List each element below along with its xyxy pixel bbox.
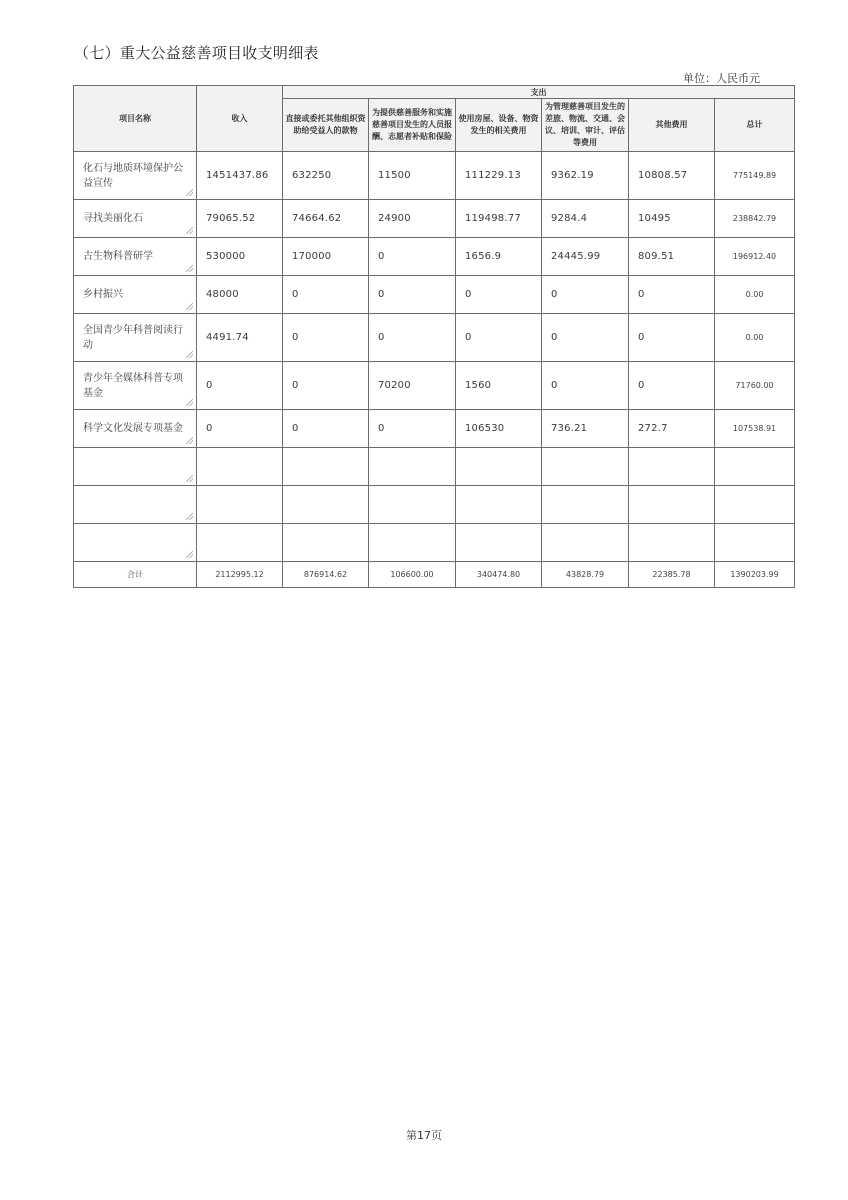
cell-facility-costs <box>456 410 542 448</box>
cell-facility-costs <box>456 448 542 486</box>
resize-grip-icon[interactable] <box>186 399 193 406</box>
cell-management-costs <box>542 524 629 562</box>
cell-income <box>197 314 283 362</box>
header-expenditure-group: 支出 <box>283 86 795 99</box>
cell-other-costs <box>629 238 715 276</box>
totals-personnel-costs: 106600.00 <box>369 562 456 588</box>
cell-personnel-costs-text: 0 <box>378 332 385 343</box>
cell-facility-costs <box>456 314 542 362</box>
cell-income <box>197 152 283 200</box>
resize-grip-icon[interactable] <box>186 551 193 558</box>
table-row <box>74 152 795 200</box>
cell-management-costs <box>542 152 629 200</box>
cell-management-costs <box>542 238 629 276</box>
cell-direct-grants <box>283 276 369 314</box>
cell-other-costs-text: 0 <box>638 332 645 343</box>
cell-income <box>197 524 283 562</box>
cell-other-costs-text: 0 <box>638 289 645 300</box>
header-direct-grants: 直接或委托其他组织资助给受益人的款物 <box>283 99 369 152</box>
cell-other-costs <box>629 276 715 314</box>
table-row <box>74 200 795 238</box>
resize-grip-icon[interactable] <box>186 351 193 358</box>
cell-other-costs-text: 272.7 <box>638 423 668 434</box>
resize-grip-icon[interactable] <box>186 189 193 196</box>
cell-personnel-costs <box>369 486 456 524</box>
cell-personnel-costs <box>369 152 456 200</box>
cell-personnel-costs <box>369 524 456 562</box>
totals-other-costs: 22385.78 <box>629 562 715 588</box>
resize-grip-icon[interactable] <box>186 437 193 444</box>
cell-facility-costs-text: 106530 <box>465 423 505 434</box>
header-income: 收入 <box>197 86 283 152</box>
cell-management-costs <box>542 362 629 410</box>
charity-project-table-container <box>73 85 794 588</box>
cell-management-costs <box>542 448 629 486</box>
cell-project-name-text: 化石与地质环境保护公益宣传 <box>83 162 183 189</box>
totals-facility-costs: 340474.80 <box>456 562 542 588</box>
cell-row-total-text: 71760.00 <box>735 381 774 390</box>
cell-project-name[interactable] <box>74 276 197 314</box>
cell-income <box>197 362 283 410</box>
cell-income-text: 1451437.86 <box>206 170 269 181</box>
resize-grip-icon[interactable] <box>186 265 193 272</box>
table-body <box>74 152 795 562</box>
header-other-costs: 其他费用 <box>629 99 715 152</box>
cell-facility-costs <box>456 276 542 314</box>
table-row <box>74 238 795 276</box>
totals-direct-grants: 876914.62 <box>283 562 369 588</box>
cell-project-name[interactable] <box>74 152 197 200</box>
cell-facility-costs-text: 111229.13 <box>465 170 521 181</box>
totals-label: 合计 <box>74 562 197 588</box>
cell-personnel-costs-text: 0 <box>378 289 385 300</box>
cell-other-costs <box>629 448 715 486</box>
table-footer <box>74 562 795 588</box>
cell-other-costs-text: 0 <box>638 380 645 391</box>
table-header <box>74 86 795 152</box>
cell-direct-grants <box>283 152 369 200</box>
table-row <box>74 448 795 486</box>
cell-personnel-costs <box>369 200 456 238</box>
table-row <box>74 362 795 410</box>
cell-row-total <box>715 152 795 200</box>
resize-grip-icon[interactable] <box>186 475 193 482</box>
page-number: 第17页 <box>406 1129 442 1142</box>
cell-project-name[interactable] <box>74 200 197 238</box>
cell-row-total-text: 238842.79 <box>732 214 777 223</box>
cell-row-total-text: 0.00 <box>745 333 764 342</box>
header-management-costs: 为管理慈善项目发生的差旅、物流、交通、会议、培训、审计、评估等费用 <box>542 99 629 152</box>
cell-direct-grants-text: 632250 <box>292 170 332 181</box>
cell-facility-costs-text: 1656.9 <box>465 251 502 262</box>
cell-project-name[interactable] <box>74 448 197 486</box>
table-row <box>74 314 795 362</box>
cell-management-costs-text: 9362.19 <box>551 170 594 181</box>
cell-income <box>197 448 283 486</box>
cell-direct-grants <box>283 524 369 562</box>
cell-direct-grants <box>283 314 369 362</box>
cell-facility-costs <box>456 238 542 276</box>
cell-management-costs <box>542 486 629 524</box>
cell-project-name-text: 青少年全媒体科普专项基金 <box>83 372 183 399</box>
table-row <box>74 486 795 524</box>
cell-personnel-costs <box>369 362 456 410</box>
cell-project-name[interactable] <box>74 410 197 448</box>
cell-row-total-text: 196912.40 <box>732 252 777 261</box>
cell-income-text: 48000 <box>206 289 239 300</box>
table-row <box>74 524 795 562</box>
cell-facility-costs <box>456 152 542 200</box>
cell-management-costs-text: 24445.99 <box>551 251 601 262</box>
cell-direct-grants-text: 0 <box>292 332 299 343</box>
cell-row-total <box>715 524 795 562</box>
cell-personnel-costs <box>369 314 456 362</box>
header-project-name: 项目名称 <box>74 86 197 152</box>
cell-row-total <box>715 314 795 362</box>
cell-management-costs-text: 736.21 <box>551 423 588 434</box>
cell-direct-grants <box>283 448 369 486</box>
totals-management-costs: 43828.79 <box>542 562 629 588</box>
cell-income-text: 0 <box>206 380 213 391</box>
cell-facility-costs <box>456 200 542 238</box>
cell-facility-costs <box>456 486 542 524</box>
cell-management-costs <box>542 314 629 362</box>
table-row <box>74 276 795 314</box>
cell-management-costs <box>542 410 629 448</box>
cell-other-costs <box>629 314 715 362</box>
charity-project-detail-table <box>73 85 795 588</box>
cell-facility-costs <box>456 362 542 410</box>
currency-unit-label: 单位：人民币元 <box>683 72 760 85</box>
cell-row-total <box>715 200 795 238</box>
cell-personnel-costs-text: 0 <box>378 251 385 262</box>
cell-facility-costs-text: 1560 <box>465 380 492 391</box>
resize-grip-icon[interactable] <box>186 303 193 310</box>
cell-row-total-text: 775149.89 <box>732 171 777 180</box>
cell-other-costs <box>629 362 715 410</box>
cell-direct-grants <box>283 200 369 238</box>
cell-project-name[interactable] <box>74 524 197 562</box>
cell-direct-grants <box>283 486 369 524</box>
cell-direct-grants <box>283 410 369 448</box>
totals-row <box>74 562 795 588</box>
cell-personnel-costs-text: 11500 <box>378 170 411 181</box>
cell-other-costs <box>629 200 715 238</box>
cell-personnel-costs-text: 24900 <box>378 213 411 224</box>
cell-income-text: 79065.52 <box>206 213 256 224</box>
cell-income <box>197 200 283 238</box>
cell-income-text: 4491.74 <box>206 332 249 343</box>
cell-direct-grants-text: 170000 <box>292 251 332 262</box>
cell-direct-grants-text: 74664.62 <box>292 213 342 224</box>
cell-other-costs <box>629 524 715 562</box>
cell-project-name-text: 寻找美丽化石 <box>83 213 143 224</box>
header-personnel-costs: 为提供慈善服务和实施慈善项目发生的人员报酬、志愿者补贴和保险 <box>369 99 456 152</box>
cell-other-costs-text: 10808.57 <box>638 170 688 181</box>
cell-direct-grants-text: 0 <box>292 289 299 300</box>
resize-grip-icon[interactable] <box>186 227 193 234</box>
cell-project-name-text: 古生物科普研学 <box>83 251 153 262</box>
header-total: 总计 <box>715 99 795 152</box>
cell-project-name[interactable] <box>74 314 197 362</box>
cell-personnel-costs <box>369 238 456 276</box>
cell-income <box>197 486 283 524</box>
cell-income <box>197 238 283 276</box>
cell-personnel-costs-text: 70200 <box>378 380 411 391</box>
cell-personnel-costs-text: 0 <box>378 423 385 434</box>
cell-management-costs-text: 0 <box>551 380 558 391</box>
cell-direct-grants-text: 0 <box>292 380 299 391</box>
cell-management-costs <box>542 276 629 314</box>
header-group-row <box>74 86 795 99</box>
cell-project-name-text: 全国青少年科普阅读行动 <box>83 324 183 351</box>
cell-row-total <box>715 448 795 486</box>
cell-other-costs <box>629 486 715 524</box>
cell-facility-costs <box>456 524 542 562</box>
cell-other-costs-text: 10495 <box>638 213 671 224</box>
cell-personnel-costs <box>369 410 456 448</box>
cell-direct-grants <box>283 238 369 276</box>
cell-other-costs <box>629 410 715 448</box>
cell-project-name[interactable] <box>74 362 197 410</box>
cell-facility-costs-text: 0 <box>465 289 472 300</box>
totals-income: 2112995.12 <box>197 562 283 588</box>
cell-project-name-text: 乡村振兴 <box>83 289 123 300</box>
cell-management-costs-text: 0 <box>551 332 558 343</box>
cell-project-name-text: 科学文化发展专项基金 <box>83 423 183 434</box>
cell-row-total-text: 107538.91 <box>732 424 777 433</box>
cell-row-total-text: 0.00 <box>745 290 764 299</box>
cell-project-name[interactable] <box>74 238 197 276</box>
cell-income-text: 0 <box>206 423 213 434</box>
page-title: （七）重大公益慈善项目收支明细表 <box>74 44 319 62</box>
cell-facility-costs-text: 0 <box>465 332 472 343</box>
cell-management-costs-text: 0 <box>551 289 558 300</box>
cell-facility-costs-text: 119498.77 <box>465 213 521 224</box>
table-row <box>74 410 795 448</box>
cell-income-text: 530000 <box>206 251 246 262</box>
cell-row-total <box>715 486 795 524</box>
cell-row-total <box>715 410 795 448</box>
cell-other-costs-text: 809.51 <box>638 251 675 262</box>
cell-income <box>197 410 283 448</box>
header-facility-costs: 使用房屋、设备、物资发生的相关费用 <box>456 99 542 152</box>
cell-management-costs <box>542 200 629 238</box>
cell-direct-grants-text: 0 <box>292 423 299 434</box>
cell-row-total <box>715 362 795 410</box>
totals-grand-total: 1390203.99 <box>715 562 795 588</box>
cell-project-name[interactable] <box>74 486 197 524</box>
cell-income <box>197 276 283 314</box>
cell-row-total <box>715 276 795 314</box>
resize-grip-icon[interactable] <box>186 513 193 520</box>
cell-management-costs-text: 9284.4 <box>551 213 588 224</box>
cell-personnel-costs <box>369 276 456 314</box>
cell-direct-grants <box>283 362 369 410</box>
cell-row-total <box>715 238 795 276</box>
cell-other-costs <box>629 152 715 200</box>
cell-personnel-costs <box>369 448 456 486</box>
